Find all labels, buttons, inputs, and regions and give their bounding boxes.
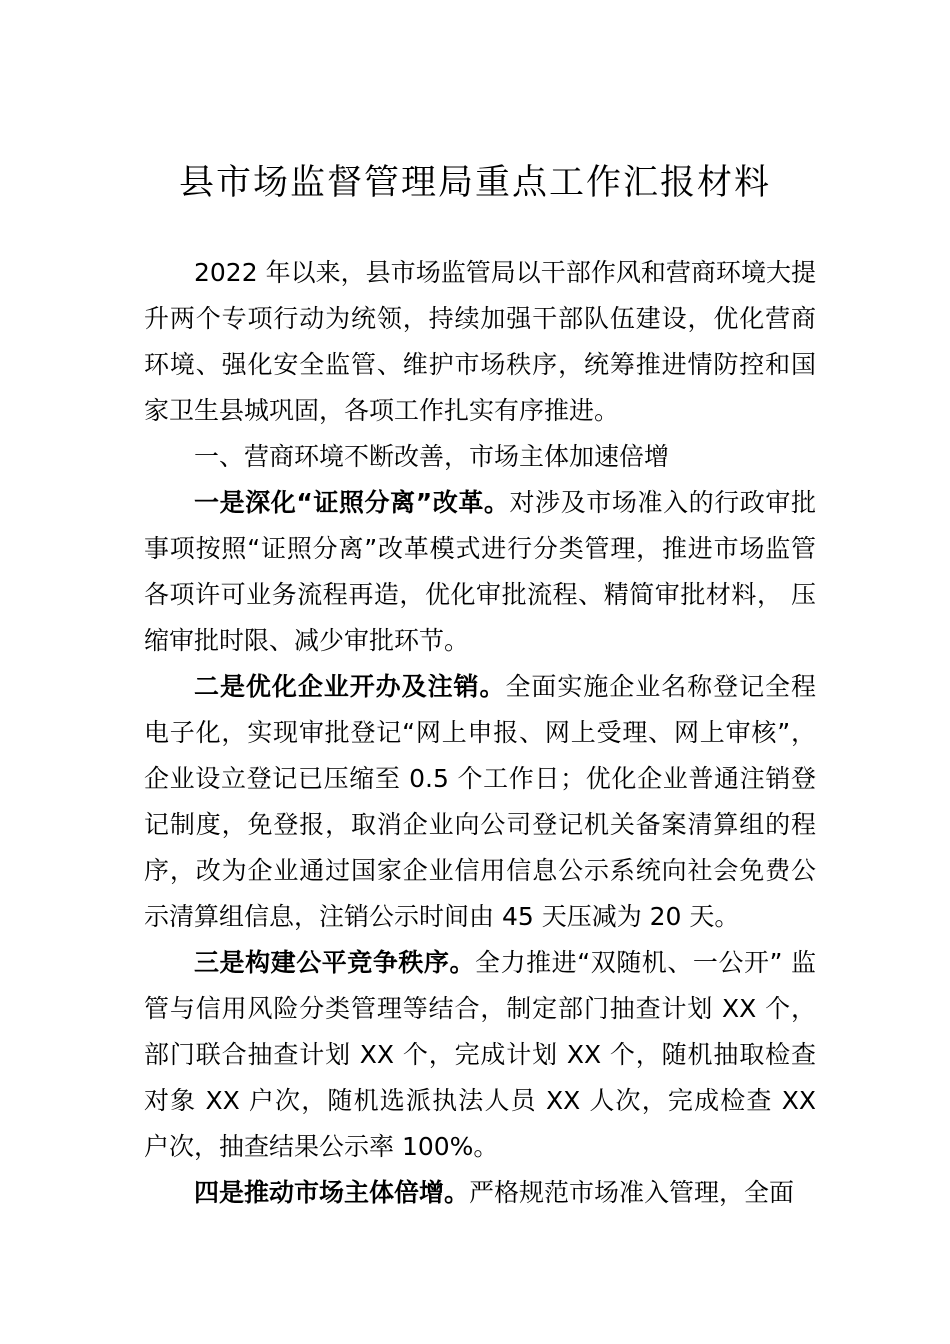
- paragraph-4: [144, 1170, 816, 1216]
- document-title: 县市场监督管理局重点工作汇报材料: [178, 163, 771, 203]
- paragraph-text: 全面实施企业名称登记全程电子化，实现审批登记“网上申报、网上受理、网上审核”，企业设立登记已压缩至 0.5 个工作日；优化企业普通注销登记制度，免登报，取消企业向公司登记机关备案清算组的程序，改为企业通过国家企业信用信息公示系统向社会免费公示清算组信息，注销公示时间由 45 天压减为 20 天。: [144, 672, 816, 931]
- paragraph-lead: 四是推动市场主体倍增。: [194, 1178, 470, 1207]
- paragraph-lead: 二是优化企业开办及注销。: [194, 672, 506, 701]
- document-body: [144, 250, 816, 1216]
- paragraph-text: 全力推进“双随机、一公开” 监管与信用风险分类管理等结合，制定部门抽查计划 XX 个， 部门联合抽查计划 XX 个，完成计划 XX 个，随机抽取检查对象 XX 户次，随机选派执法人员 XX 人次，完成检查 XX 户次，抽查结果公示率 100%。: [144, 948, 816, 1161]
- section-heading: 一、营商环境不断改善，市场主体加速倍增: [194, 442, 670, 471]
- paragraph-2: [144, 664, 816, 940]
- paragraph-text: 严格规范市场准入管理，全面: [469, 1178, 795, 1207]
- intro-paragraph: 2022 年以来，县市场监管局以干部作风和营商环境大提升两个专项行动为统领，持续加强干部队伍建设，优化营商环境、强化安全监管、维护市场秩序，统筹推进情防控和国家卫生县城巩固，各项工作扎实有序推进。: [144, 258, 816, 425]
- paragraph-lead: 三是构建公平竞争秩序。: [194, 948, 476, 977]
- paragraph-lead: 一是深化“证照分离”改革。: [194, 488, 510, 517]
- paragraph-1: [144, 480, 816, 664]
- paragraph-text: 对涉及市场准入的行政审批事项按照“证照分离”改革模式进行分类管理，推进市场监管各项许可业务流程再造，优化审批流程、精简审批材料， 压缩审批时限、减少审批环节。: [144, 488, 816, 655]
- paragraph-3: [144, 940, 816, 1170]
